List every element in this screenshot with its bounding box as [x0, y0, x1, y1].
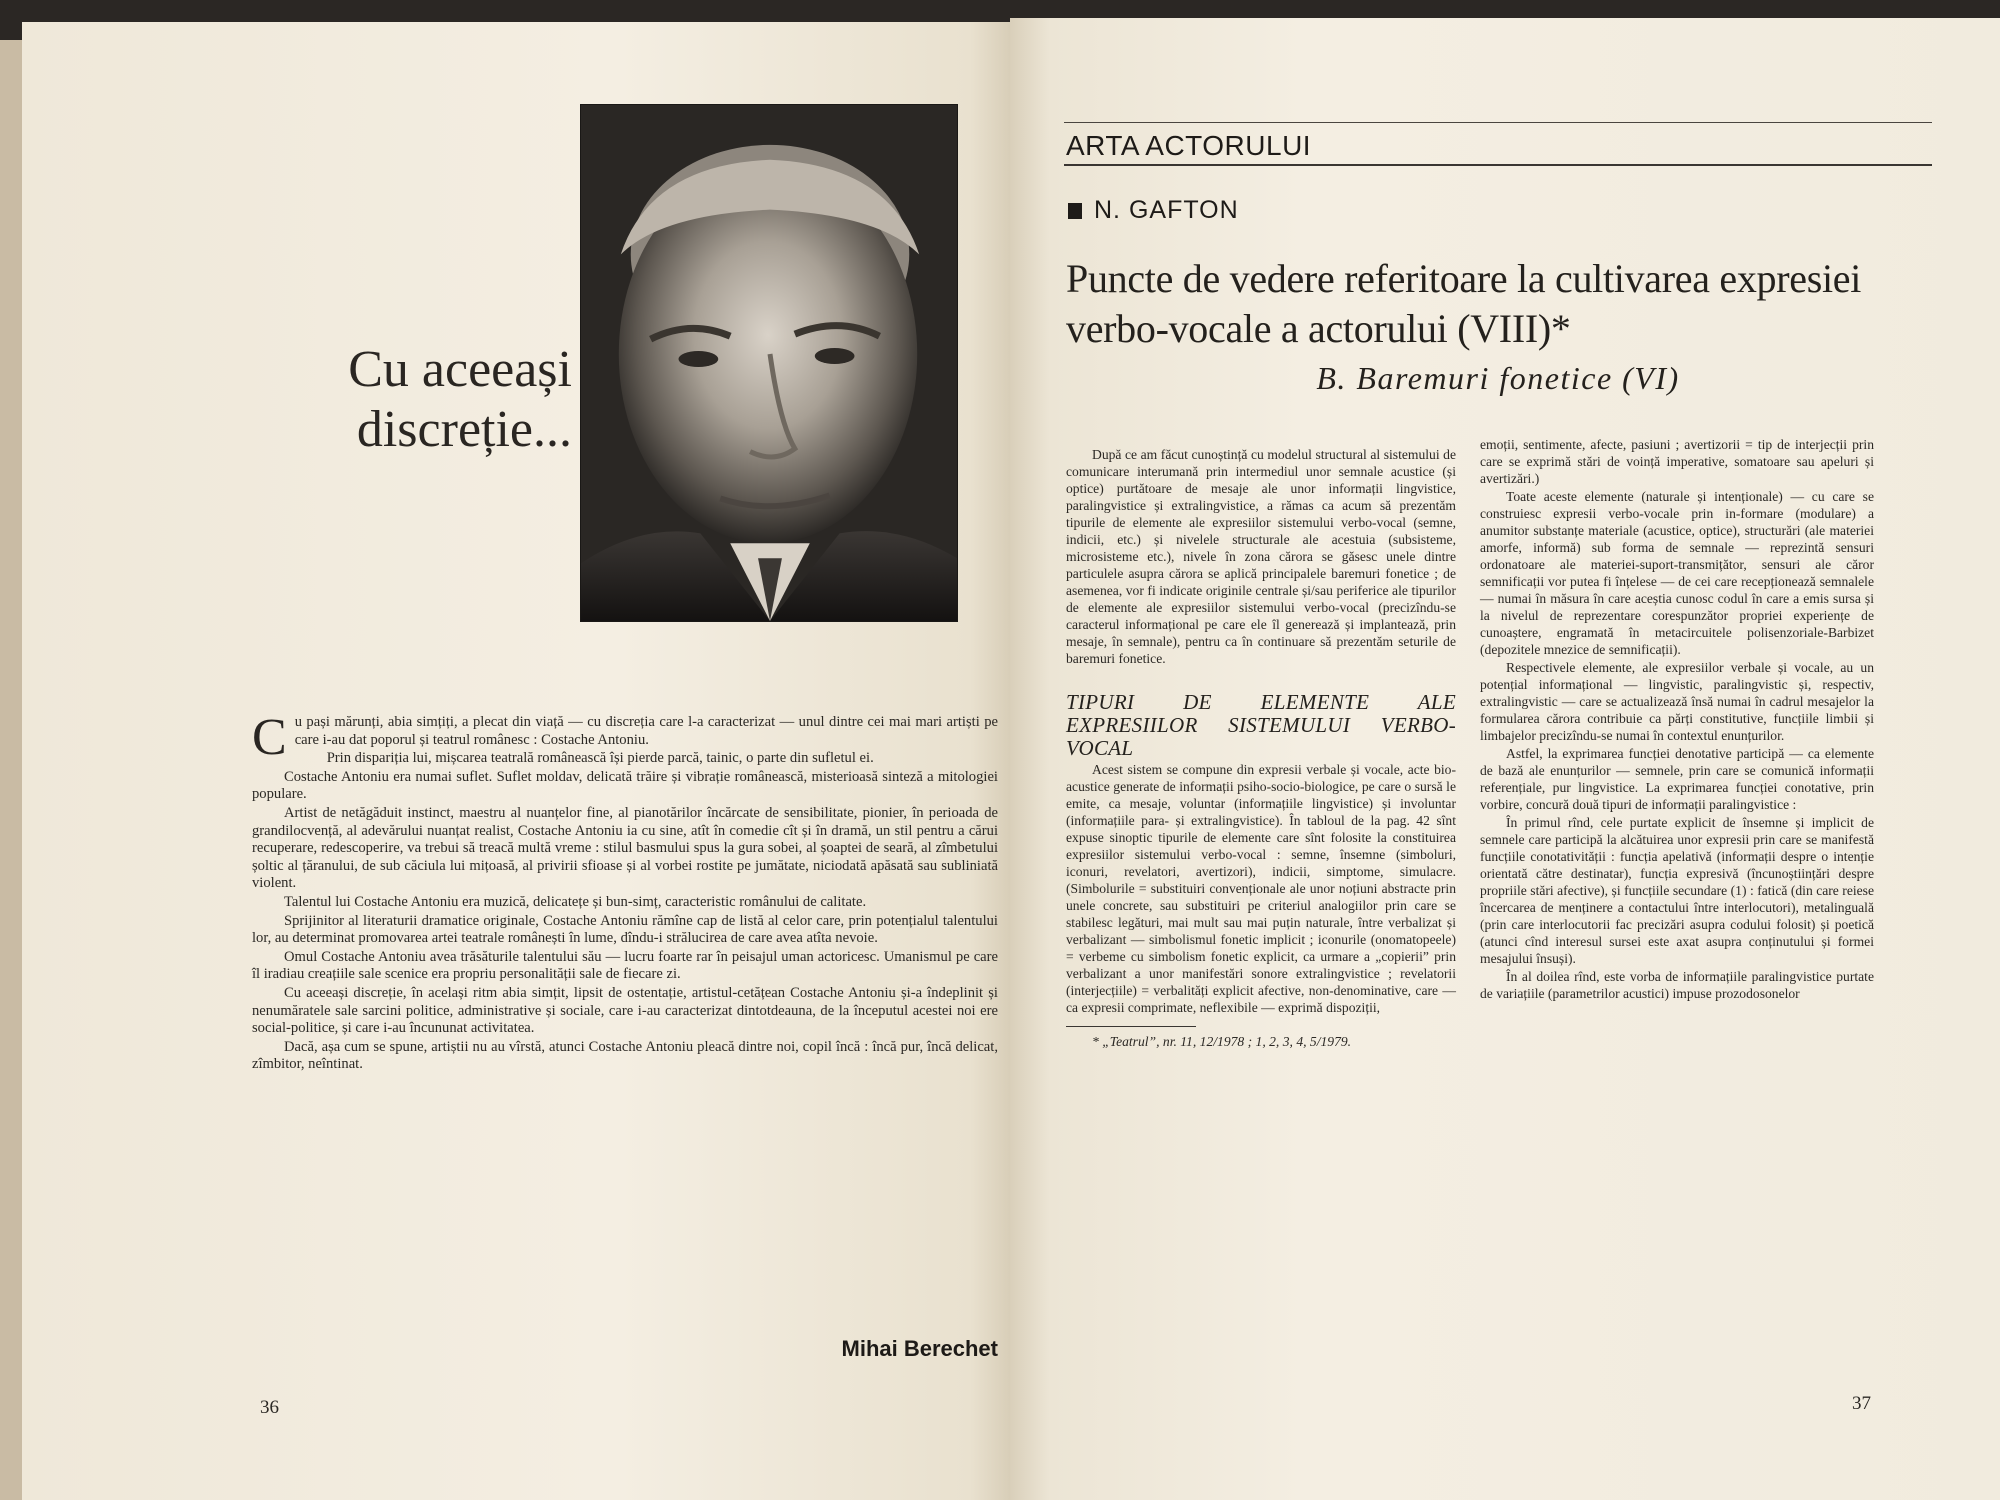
column-paragraph: În al doilea rînd, este vorba de informațiile paralingvistice purtate de variațiile (parametrilor acustici) impuse prozodosonelor: [1480, 969, 1874, 1001]
intro-paragraph: După ce am făcut cunoștință cu modelul structural al sistemului de comunicare interumană prin intermediul unor semnale acustice (și optice) purtătoare de mesaje ale unor informații lingvistice, paralingvistice și extralingvistice, a rămas ca acum să prezentăm tipurile de elemente ale expresiilor sistemului verbo-vocal (semne, indicii, etc.) și nivelele structurale ale acestuia (subsisteme, microsisteme etc.), nivele în zona cărora se găsesc unele dintre particulele asupra cărora se aplică principalele baremuri fonetice ; de asemenea, vor fi indicate originile centrale și/sau periferice ale tipurilor de elemente ale expresiilor sistemului verbo-vocal (precizîndu-se caracterul informațional pe care ele îl generează și implantează, prin mesaje, în semnale), pentru ca în continuare să prezentăm seturile de baremuri fonetice.: [1066, 447, 1456, 666]
column-paragraph: Toate aceste elemente (naturale și intenționale) — cu care se construiesc expresii verbo-vocale prin in-formare (modulare) a anumitor substanțe materiale (acustice, optice), structurări (ale materiei amorfe, informă) sub forma de semnale — reprezintă sensuri ordonatoare ale materiei-suport-transmițător, sensuri ale căror semnificații vor putea fi înțelese — de cei care recepționează semnalele — numai în măsura în care aceștia cunosc codul în care a emis sursa și la nivelul de reprezentare corespunzător propriei experiențe de cunoaștere, engramată în metacircuitele polisenzoriale-Barbizet (depozitele mnezice de semnificații).: [1480, 489, 1874, 657]
column-paragraph: În primul rînd, cele purtate explicit de însemne și implicit de semnele care participă la alcătuirea unor expresii prin care se manifestă funcțiile conotativității : funcția apelativă (informații despre o intenție orientată către destinatar), funcția expresivă (încunoștiințări despre propriile stări afective), și funcțiile secundare (1) : fatică (din care reiese încercarea de menținere a contactului între interlocutori), metalinguală (prin care interlocutorii fac precizări asupra codului folosit) și poetică (atunci cînd interesul sursei este axat asupra conținutului și formei mesajului însuși).: [1480, 815, 1874, 966]
column-paragraph: Respectivele elemente, ale expresiilor verbale și vocale, au un potențial informațional — lingvistic, paralingvistic și, respectiv, extralingvistic — care se actualizează însă numai în cadrul mesajelor la formularea cărora contribuie ca părți constitutive, funcțiile limbii și limbajelor precizîndu-se numai în contextul enunțurilor.: [1480, 660, 1874, 743]
page-number-right: 37: [1852, 1393, 1871, 1414]
column-paragraph: emoții, sentimente, afecte, pasiuni ; avertizorii = tip de interjecții prin care se exprimă stări de voință imperative, somatoare sau apeluri și avertizări.): [1480, 437, 1874, 486]
header-rule: [1064, 122, 1932, 123]
article-headline: Puncte de vedere referitoare la cultivarea expresiei verbo-vocale a actorului (VIII)*: [1066, 256, 1862, 351]
drop-cap: C: [252, 709, 287, 766]
article-paragraph: Costache Antoniu era numai suflet. Suflet moldav, delicată trăire și vibrație românească, misterioasă sinteză a mitologiei populare.: [252, 768, 998, 803]
tribute-title: Cu aceeași discreție...: [348, 341, 572, 458]
section-heading: TIPURI DE ELEMENTE ALE EXPRESIILOR SISTEMULUI VERBO-VOCAL: [1066, 690, 1456, 760]
left-page: [22, 22, 1010, 1500]
square-bullet-icon: [1068, 203, 1082, 219]
paragraph-text: u pași mărunți, abia simțiți, a plecat din viață — cu discreția care l-a caracterizat — unul dintre cei mai mari artiști pe care i-au dat poporul și teatrul românesc : Costache Antoniu.: [294, 714, 998, 748]
author-name: N. GAFTON: [1094, 196, 1239, 224]
section-rule: [1064, 164, 1932, 166]
article-column-2: [1480, 436, 1874, 1003]
page-number-left: 36: [260, 1397, 279, 1418]
right-page: [1010, 18, 2000, 1500]
article-paragraph: Dacă, așa cum se spune, artiștii nu au vîrstă, atunci Costache Antoniu pleacă dintre noi, copil încă : încă pur, încă delicat, zîmbitor, neîntinat.: [252, 1038, 998, 1073]
footnote-rule: [1066, 1026, 1196, 1027]
article-column-1: [1066, 446, 1456, 1051]
section-label: ARTA ACTORULUI: [1066, 130, 1312, 161]
article-paragraph: Prin dispariția lui, mișcarea teatrală românească își pierde parcă, tainic, o parte din sufletul ei.: [326, 750, 874, 767]
tribute-article-body: [252, 709, 998, 1075]
article-author: [1068, 196, 1239, 225]
article-subheadline: B. Baremuri fonetice (VI): [1316, 360, 1680, 396]
portrait-photo: [580, 104, 958, 622]
footnote: * „Teatrul”, nr. 11, 12/1978 ; 1, 2, 3, 4, 5/1979.: [1092, 1034, 1352, 1049]
article-paragraph: Sprijinitor al literaturii dramatice originale, Costache Antoniu rămîne cap de listă al celor care, prin potențialul talentului lor, au determinat promovarea artei teatrale românești în lume, dîndu-i strălucirea de care avea atîta nevoie.: [252, 912, 998, 947]
column-paragraph: Astfel, la exprimarea funcției denotative participă — ca elemente de bază ale enunțurilor — semnele, prin care se comunică informații referențiale, pur lingvistice. La exprimarea funcției conotative, prin vorbire, concură două tipuri de informații paralingvistice :: [1480, 746, 1874, 812]
portrait-photo-drawing: [581, 105, 957, 621]
section-paragraph: Acest sistem se compune din expresii verbale și vocale, acte bio-acustice generate de informații psiho-socio-biologice, pe care o sursă le emite, ca mesaje, voluntar (informațiile lingvistice) și involuntar (informațiile para- și extralingvistice). În tabloul de la pag. 42 sînt expuse sinoptic tipurile de elemente care sînt folosite la constituirea expresiilor sistemului verbo-vocal : semne, însemne (simboluri, iconuri, revelatori, avertizori), indicii, simptome, simulacre. (Simbolurile = substituiri convenționale ale unor noțiuni abstracte prin unele concrete, sau substituiri pe criteriul analogiilor prin care se stabilesc legături, mai mult sau mai puțin naturale, între verbalizat și verbalizant — simbolismul fonetic implicit ; iconurile (onomatopeele) = verbeme cu simbolism fonetic explicit, ca urmare a „copierii” prin verbalizant a unor manifestări sonore extralingvistice ; revelatorii (interjecțiile) = verbalități explicit afective, non-denominative, care — ca expresii comprimate, neflexibile — exprimă dispoziții,: [1066, 762, 1456, 1015]
article-paragraph: Omul Costache Antoniu avea trăsăturile talentului său — lucru foarte rar în peisajul uman actoricesc. Umanismul pe care îl iradiau creațiile sale scenice era propriu personalității sale de fiecare zi.: [252, 948, 998, 983]
article-paragraph: Cu aceeași discreție, în același ritm abia simțit, lipsit de ostentație, artistul-cetățean Costache Antoniu și-a îndeplinit și nenumăratele sale sarcini politice, administrative și sociale, care i-au caracterizat dintotdeauna, de la începutul acestei noi ere social-politice, și care i-au încununat activitatea.: [252, 984, 998, 1037]
article-paragraph: Artist de netăgăduit instinct, maestru al nuanțelor fine, al pianotărilor încărcate de sensibilitate, pionier, în perioada de grandilocvență, al adevărului nuanțat realist, Costache Antoniu ia cu sine, atît în comedie cît și în dramă, un stil pentru a cărui recuperare, redescoperire, va trebui să treacă multă vreme : stilul basmului spus la gura sobei, al șoaptei de seară, al zîmbetului șoltic al țăranului, de sub căciula lui mițoasă, al privirii sfioase și al vorbei rostite pe jumătate, niciodată apăsată sau subliniată violent.: [252, 804, 998, 892]
author-signature: Mihai Berechet: [841, 1336, 998, 1361]
article-paragraph: Talentul lui Costache Antoniu era muzică, delicatețe și bun-simț, caracteristic românului de calitate.: [284, 893, 867, 910]
